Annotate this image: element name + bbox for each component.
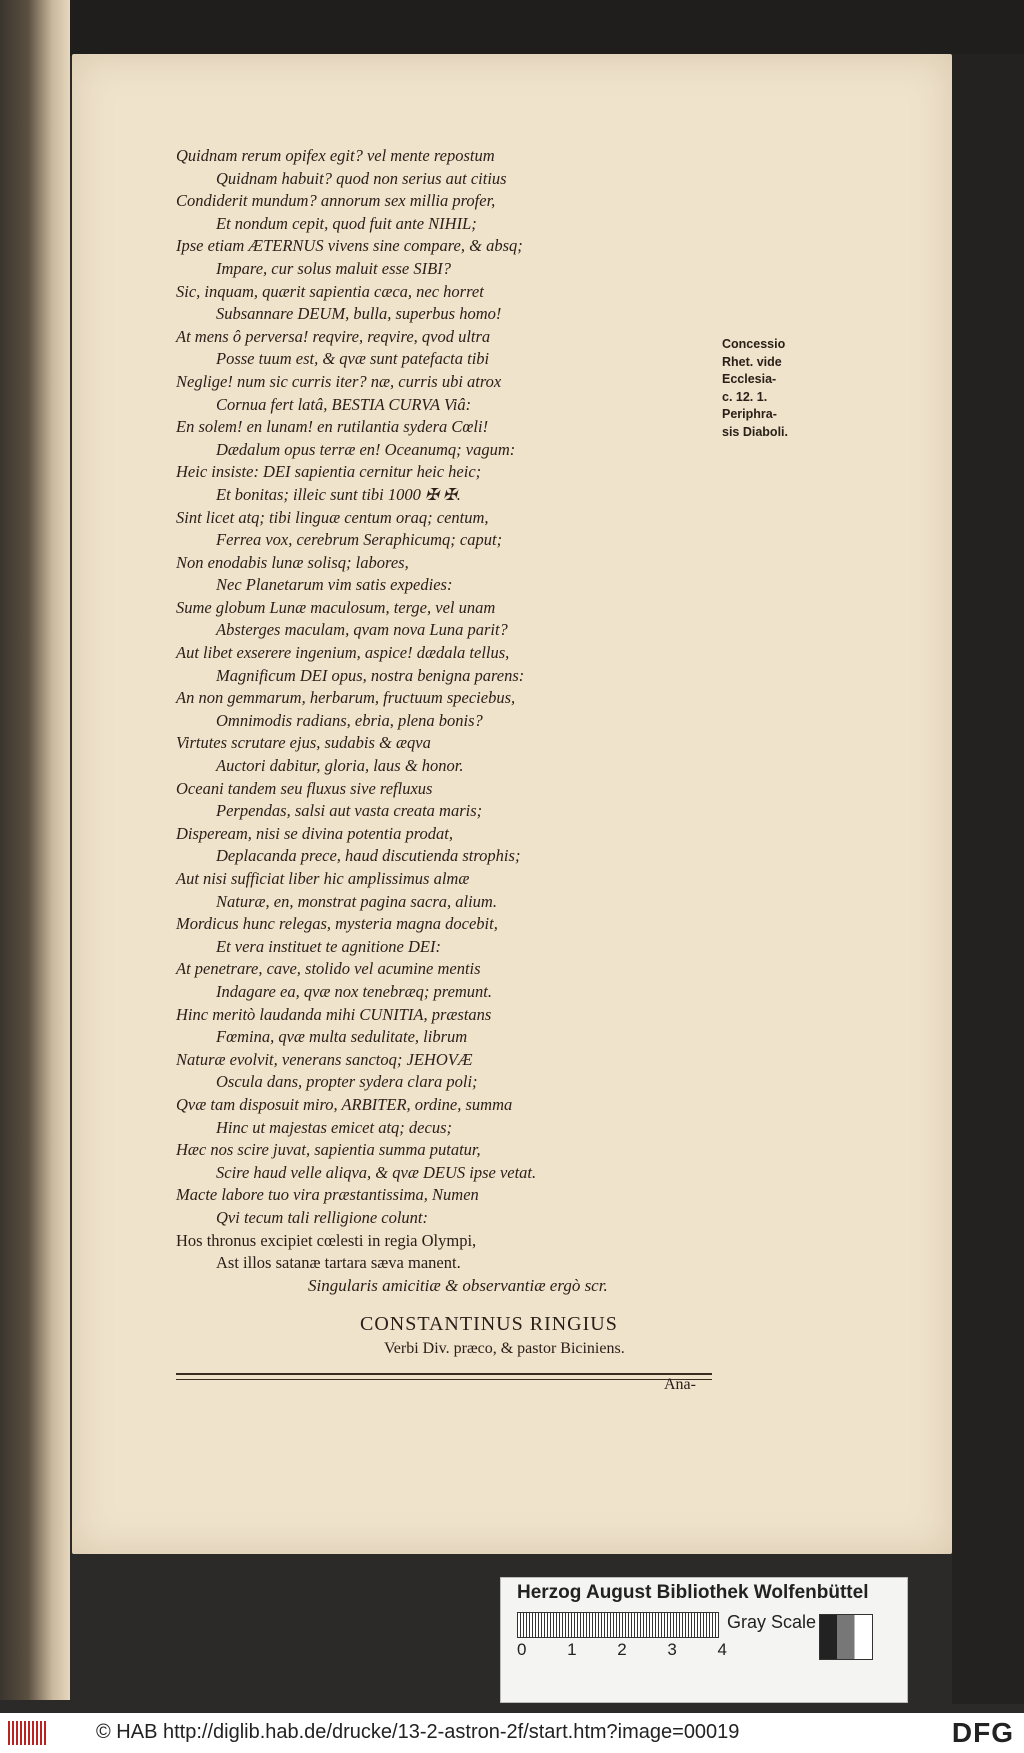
- poem-line: Sic, inquam, quærit sapientia cæca, nec horret: [176, 281, 484, 301]
- poem-line: Naturæ evolvit, venerans sanctoq; JEHOVÆ: [176, 1049, 473, 1069]
- ruler-number: 3: [667, 1640, 677, 1659]
- library-color-card: [500, 1577, 908, 1703]
- poem-line: At mens ô perversa! reqvire, reqvire, qvod ultra: [176, 326, 491, 346]
- ruler-scale: [517, 1612, 719, 1638]
- poem-line: Qvæ tam disposuit miro, ARBITER, ordine, summa: [176, 1094, 513, 1114]
- poem-line: Hos thronus excipiet cœlesti in regia Olympi,: [176, 1230, 477, 1250]
- poem-line: Quidnam habuit? quod non serius aut citius: [216, 168, 507, 188]
- poem-line: Ipse etiam ÆTERNUS vivens sine compare, & absq;: [176, 236, 523, 256]
- footer-bar: [0, 1713, 1024, 1753]
- poem-line: Auctori dabitur, gloria, laus & honor.: [216, 756, 464, 776]
- poem-line: Aut nisi sufficiat liber hic amplissimus almæ: [176, 869, 470, 888]
- scan-background-right: [952, 54, 1024, 1704]
- ruler-number: 4: [717, 1640, 727, 1659]
- margin-note-line: Periphra-: [722, 407, 777, 421]
- poem-line: Quidnam rerum opifex egit? vel mente repostum: [176, 146, 495, 165]
- poem-line: Deplacanda prece, haud discutienda strophis;: [216, 846, 521, 866]
- poem-line: Magnificum DEI opus, nostra benigna parens:: [216, 665, 525, 685]
- poem-line: Subsannare DEUM, bulla, superbus homo!: [216, 304, 502, 324]
- poem-line: Naturæ, en, monstrat pagina sacra, alium.: [216, 891, 497, 911]
- poem-line: Oceani tandem seu fluxus sive refluxus: [176, 778, 433, 798]
- author-role: Verbi Div. præco, & pastor Biciniens.: [384, 1340, 625, 1357]
- gray-scale-swatch: [819, 1614, 873, 1660]
- poem-line: Heic insiste: DEI sapientia cernitur heic heic;: [176, 462, 482, 482]
- decorative-rule: [176, 1373, 712, 1380]
- poem-line: Ast illos satanæ tartara sæva manent.: [216, 1253, 461, 1273]
- ruler-number: 2: [617, 1640, 627, 1659]
- poem-line: Absterges maculam, qvam nova Luna parit?: [216, 620, 508, 640]
- poem-line: Sume globum Lunæ maculosum, terge, vel unam: [176, 597, 496, 617]
- poem-line: Nec Planetarum vim satis expedies:: [216, 575, 453, 595]
- poem-line: Ferrea vox, cerebrum Seraphicumq; caput;: [216, 530, 503, 550]
- ruler-numbers: [517, 1640, 727, 1660]
- poem-line: En solem! en lunam! en rutilantia sydera Cœli!: [176, 417, 489, 437]
- margin-note-line: Ecclesia-: [722, 372, 777, 386]
- ruler-number: 1: [567, 1640, 577, 1659]
- poem-line: At penetrare, cave, stolido vel acumine mentis: [176, 959, 481, 979]
- ruler-number: 0: [517, 1640, 527, 1659]
- margin-note-line: c. 12. 1.: [722, 389, 768, 404]
- poem-line: Oscula dans, propter sydera clara poli;: [216, 1072, 478, 1092]
- poem-line: Non enodabis lunæ solisq; labores,: [176, 552, 409, 572]
- catchword: Ana-: [664, 1376, 696, 1393]
- poem-text: [176, 145, 696, 1275]
- poem-line: Sint licet atq; tibi linguæ centum oraq; centum,: [176, 507, 489, 527]
- poem-line: Cornua fert latâ, BESTIA CURVA Viâ:: [216, 394, 472, 414]
- margin-note-line: Rhet. vide: [722, 354, 782, 369]
- poem-line: Et bonitas; illeic sunt tibi 1000 ✠ ✠.: [216, 484, 461, 504]
- barcode-icon: [8, 1721, 48, 1745]
- poem-line: Dædalum opus terræ en! Oceanumq; vagum:: [216, 439, 516, 459]
- poem-line: Condiderit mundum? annorum sex millia profer,: [176, 191, 496, 211]
- poem-line: Aut libet exserere ingenium, aspice! dædala tellus,: [176, 643, 510, 663]
- poem-line: Scire haud velle aliqva, & qvæ DEUS ipse vetat.: [216, 1162, 537, 1182]
- poem-line: Posse tuum est, & qvæ sunt patefacta tibi: [216, 349, 490, 369]
- poem-line: Macte labore tuo vira præstantissima, Numen: [176, 1185, 479, 1205]
- author-name: CONSTANTINUS RINGIUS: [360, 1313, 618, 1335]
- poem-line: Et vera instituet te agnitione DEI:: [216, 936, 441, 956]
- poem-line: Omnimodis radians, ebria, plena bonis?: [216, 710, 483, 730]
- poem-line: Virtutes scrutare ejus, sudabis & æqva: [176, 733, 431, 753]
- poem-line: Hæc nos scire juvat, sapientia summa putatur,: [176, 1140, 481, 1160]
- poem-line: Hinc meritò laudanda mihi CUNITIA, præstans: [176, 1004, 492, 1024]
- poem-line: Perpendas, salsi aut vasta creata maris;: [216, 801, 483, 821]
- scan-background-top: [70, 0, 1024, 56]
- poem-line: Neglige! num sic curris iter? næ, curris ubi atrox: [176, 371, 502, 391]
- margin-note-line: sis Diaboli.: [722, 424, 788, 439]
- poem-line: Fœmina, qvæ multa sedulitate, librum: [216, 1027, 468, 1047]
- margin-note-line: Concessio: [722, 337, 786, 351]
- poem-line: Et nondum cepit, quod fuit ante NIHIL;: [216, 213, 477, 233]
- marginal-note: [722, 336, 822, 441]
- poem-line: Hinc ut majestas emicet atq; decus;: [216, 1117, 452, 1137]
- poem-line: An non gemmarum, herbarum, fructuum speciebus,: [176, 688, 516, 708]
- dfg-logo: DFG: [951, 1717, 1014, 1748]
- gray-scale-label: Gray Scale: [727, 1612, 817, 1632]
- dedication-line: Singularis amicitiæ & observantiæ ergò scr.: [308, 1276, 608, 1295]
- poem-line: Impare, cur solus maluit esse SIBI?: [216, 258, 451, 278]
- poem-line: Dispeream, nisi se divina potentia prodat,: [176, 823, 453, 843]
- poem-line: Indagare ea, qvæ nox tenebræq; premunt.: [216, 981, 493, 1001]
- poem-line: Mordicus hunc relegas, mysteria magna docebit,: [176, 914, 498, 934]
- footer-source-link[interactable]: © HAB http://diglib.hab.de/drucke/13-2-astron-2f/start.htm?image=00019: [96, 1721, 740, 1743]
- book-page-edge: [0, 0, 70, 1700]
- poem-line: Qvi tecum tali relligione colunt:: [216, 1207, 429, 1227]
- library-name: Herzog August Bibliothek Wolfenbüttel: [517, 1582, 869, 1603]
